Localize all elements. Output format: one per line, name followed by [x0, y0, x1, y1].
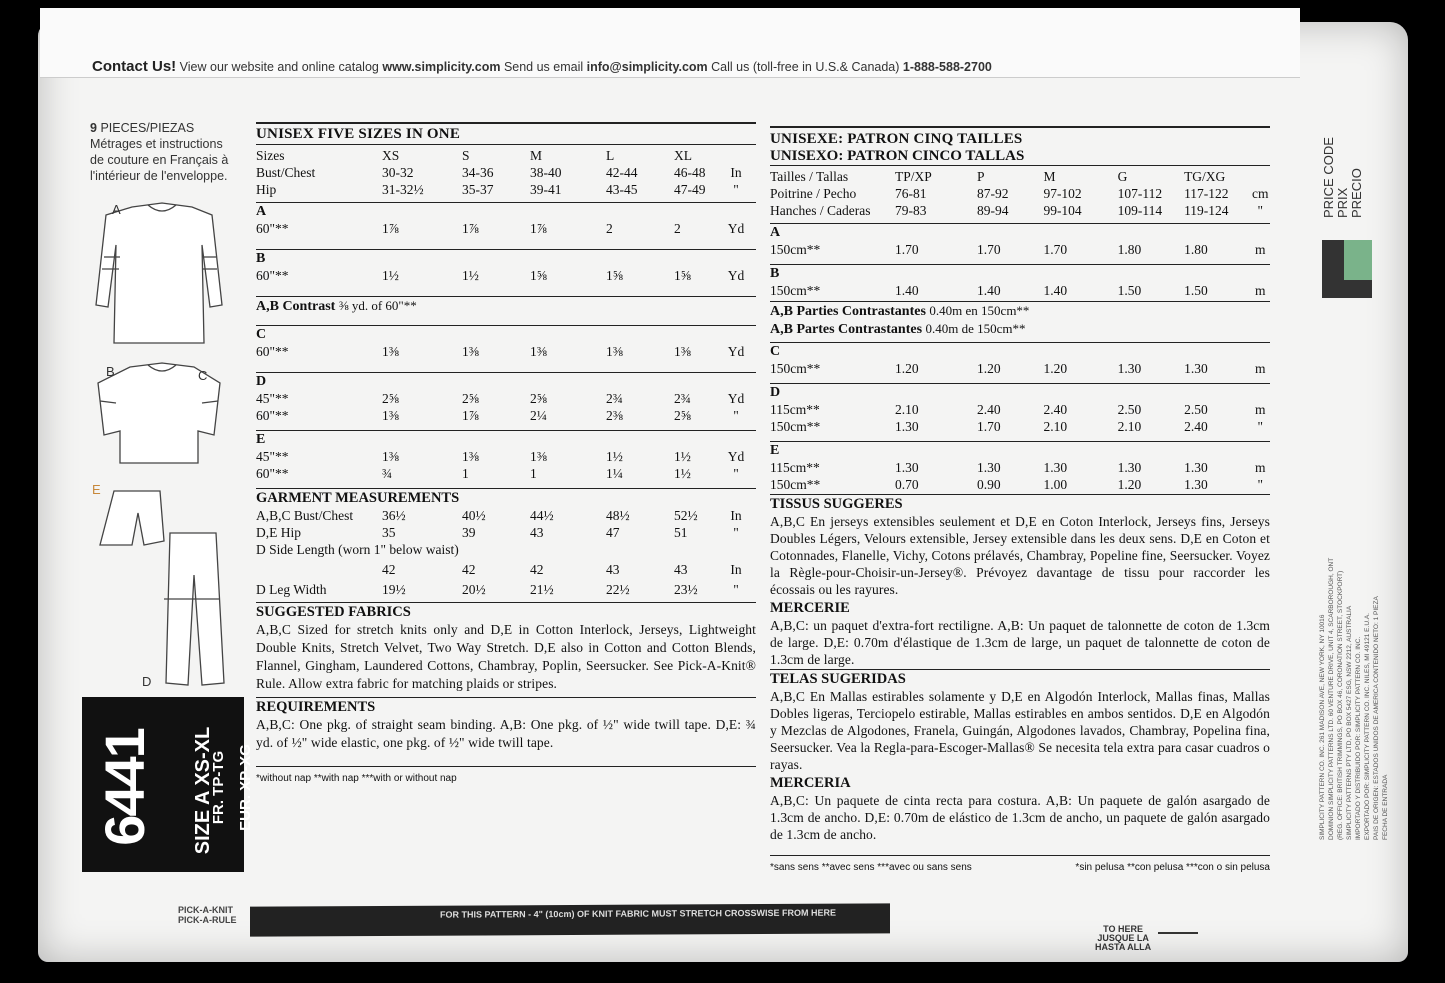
- fr-tissus-title: TISSUS SUGGERES: [770, 494, 1270, 513]
- en-view-e-row1: 45"** 1⅜ 1⅜ 1⅜ 1½ 1½ Yd: [256, 449, 745, 464]
- sketch-a-tunic: [96, 203, 222, 343]
- en-garment-measurements-title: GARMENT MEASUREMENTS: [256, 488, 756, 507]
- fr-footnote: *sans sens **avec sens ***avec ou sans sens: [770, 862, 972, 873]
- pattern-size-fr: FR. TP-TG: [210, 750, 228, 825]
- es-telas-title: TELAS SUGERIDAS: [770, 669, 1270, 688]
- pattern-number-block: [82, 697, 254, 872]
- en-view-d-row1: 45"** 2⅝ 2⅝ 2⅝ 2¾ 2¾ Yd: [256, 391, 745, 406]
- en-requirements-title: REQUIREMENTS: [256, 697, 756, 716]
- contact-text-email: Send us email: [503, 60, 584, 74]
- en-gm-side-label: D Side Length (worn 1" below waist): [256, 542, 459, 557]
- es-footnote: *sin pelusa **con pelusa ***con o sin pelusa: [1075, 862, 1270, 873]
- contact-url[interactable]: www.simplicity.com: [382, 60, 501, 74]
- fr-view-e-label: E: [770, 441, 1270, 459]
- sketch-label-b: B: [106, 364, 115, 379]
- fine-print: SIMPLICITY PATTERN CO. INC. 261 MADISON AVE, NEW YORK, NY 10016 DOMINION SIMPLICITY PATTERNS LTD. 60 VENTURE DRIVE, UNIT 4, SCARBOROUGH, ONT (REG. OFFICE: BRITISH TRIMMINGS, PO BOX 46, CORONATION STREET, STOCKPORT) SIMPLICITY PATTERNS PTY LTD, PO BOX 5427 ESG, NSW 2212, AUSTRALIA IMPORTADO Y DISTRIBUIDO POR: SIMPLICITY PATTERN CO. INC. EXPORTADO POR: SIMPLICITY PATTERN CO. INC. NILES, MI 49121 E.U.A. PAIS DE ORIGEN: ESTADOS UNIDOS DE AMERICA CONTENIDO NETO: 1 PIEZA FECHA DE ENTRADA: [1319, 557, 1389, 840]
- arrow-right-icon: [1158, 932, 1198, 934]
- fr-view-a-row: 150cm** 1.70 1.70 1.70 1.80 1.80 m: [770, 242, 1266, 257]
- fr-mercerie-text: A,B,C: un paquet d'extra-fort rectiligne. A,B: Un paquet de talonnette de coton de 1.3cm de large. D,E: 0.70m d'élastique de 1.3cm de large, un paquet de talonnette de coton de 1.3cm de large.: [770, 618, 1270, 667]
- price-code-label: PRICE CODE PRIX PRECIO: [1321, 137, 1364, 218]
- fr-view-d-row2: 150cm** 1.30 1.70 2.10 2.10 2.40 ": [770, 419, 1263, 434]
- fr-view-a-label: A: [770, 223, 1270, 241]
- en-view-a-row: 60"** 1⅞ 1⅞ 1⅞ 2 2 Yd: [256, 221, 745, 236]
- fr-tissus-text: A,B,C En jerseys extensibles seulement et D,E en Coton Interlock, Jerseys fins, Jerseys Doubles Légers, Velours extensible, Jersey extensible dans les deux sens. D,E en Coton et Cotonnades, Flanelle, Vichy, Cotons prélavés, Chambray, Popeline fine, Seersucker. Voyez la Règle-pour-Choisir-un-Jersey®. Prévoyez davantage de tissu pour raccorder les écossais ou les rayures.: [770, 514, 1270, 597]
- pieces-fr-line3: l'intérieur de l'enveloppe.: [90, 169, 228, 183]
- en-gm-leg-row: D Leg Width 19½ 20½ 21½ 22½ 23½ ": [256, 582, 739, 597]
- pattern-number: 6441: [92, 729, 156, 846]
- en-contrast: A,B Contrast ⅜ yd. of 60"**: [256, 296, 756, 315]
- en-hip-row: Hip 31-32½ 35-37 39-41 43-45 47-49 ": [256, 182, 739, 197]
- en-gm-hip-row: D,E Hip 35 39 43 47 51 ": [256, 525, 739, 540]
- en-view-b-row: 60"** 1½ 1½ 1⅝ 1⅝ 1⅝ Yd: [256, 268, 745, 283]
- en-footnote: *without nap **with nap ***with or without nap: [256, 773, 457, 784]
- contact-text-website: View our website and online catalog: [179, 60, 379, 74]
- es-merceria-text: A,B,C: Un paquete de cinta recta para costura. A,B: Un paquete de galón asargado de 1.3cm de ancho. D,E: 0.70m de elástico de 1.3cm de ancho, un paquete de galón asargado de 1.3cm de ancho.: [770, 792, 1270, 856]
- fr-view-d-label: D: [770, 383, 1270, 401]
- en-view-a-label: A: [256, 202, 756, 220]
- english-column: [256, 122, 756, 784]
- contact-text-phone: Call us (toll-free in U.S.& Canada): [711, 60, 900, 74]
- fr-view-d-row1: 115cm** 2.10 2.40 2.40 2.50 2.50 m: [770, 402, 1266, 417]
- sketch-e-shorts: [100, 491, 164, 545]
- fr-contrast: A,B Parties Contrastantes 0.40m en 150cm**: [770, 301, 1270, 320]
- fr-es-footnotes: [770, 862, 1270, 873]
- contact-bar: [92, 58, 992, 75]
- pieces-fr-line2: de couture en Français à: [90, 153, 229, 167]
- es-contrast: A,B Partes Contrastantes 0.40m de 150cm**: [770, 321, 1026, 337]
- en-view-d-row2: 60"** 1⅜ 1⅞ 2¼ 2⅜ 2⅝ ": [256, 408, 739, 423]
- en-view-c-row: 60"** 1⅜ 1⅜ 1⅜ 1⅜ 1⅜ Yd: [256, 344, 745, 359]
- fr-view-b-label: B: [770, 264, 1270, 282]
- fr-title: UNISEXE: PATRON CINQ TAILLES: [770, 126, 1270, 148]
- garment-sketches: [92, 195, 252, 695]
- contact-phone: 1-888-588-2700: [902, 60, 992, 74]
- en-bust-row: Bust/Chest 30-32 34-36 38-40 42-44 46-48 In: [256, 165, 742, 180]
- knit-gauge-strip: [250, 903, 890, 936]
- fr-view-c-row: 150cm** 1.20 1.20 1.20 1.30 1.30 m: [770, 361, 1266, 376]
- fr-view-e-row2: 150cm** 0.70 0.90 1.00 1.20 1.30 ": [770, 477, 1263, 492]
- fr-view-b-row: 150cm** 1.40 1.40 1.40 1.50 1.50 m: [770, 283, 1266, 298]
- fr-hip-row: Hanches / Caderas 79-83 89-94 99-104 109-114 119-124 ": [770, 203, 1263, 218]
- pattern-size-eur: EUR. XP-XG: [236, 744, 254, 831]
- en-view-c-label: C: [256, 325, 756, 343]
- en-view-b-label: B: [256, 249, 756, 267]
- es-title: UNISEXO: PATRON CINCO TALLAS: [770, 148, 1270, 166]
- pieces-count: 9: [90, 121, 97, 135]
- french-spanish-column: [770, 126, 1270, 873]
- fr-bust-row: Poitrine / Pecho 76-81 87-92 97-102 107-112 117-122 cm: [770, 186, 1269, 201]
- contact-label: Contact Us!: [92, 58, 177, 75]
- en-view-d-label: D: [256, 372, 756, 390]
- pieces-info: [90, 120, 250, 184]
- pieces-label: PIECES/PIEZAS: [100, 121, 195, 135]
- sketch-d-pants: [164, 533, 224, 685]
- to-here-label: TO HERE JUSQUE LA HASTA ALLA: [1095, 924, 1152, 952]
- knit-gauge-text: FOR THIS PATTERN - 4" (10cm) OF KNIT FABRIC MUST STRETCH CROSSWISE FROM HERE: [440, 907, 836, 920]
- sketch-label-e: E: [92, 482, 101, 497]
- contact-email[interactable]: info@simplicity.com: [586, 60, 708, 74]
- en-gm-side-row: 42 42 42 43 43 In: [382, 562, 742, 577]
- en-view-e-label: E: [256, 430, 756, 448]
- sketch-label-a: A: [112, 202, 121, 217]
- en-requirements-text: A,B,C: One pkg. of straight seam binding. A,B: One pkg. of ½" wide twill tape. D,E: ¾ yd. of ½" wide elastic, one pkg. of ½" wide twill tape.: [256, 716, 756, 767]
- fr-view-c-label: C: [770, 342, 1270, 360]
- es-telas-text: A,B,C En Mallas estirables solamente y D,E en Algodón Interlock, Mallas finas, Mallas Dobles ligeras, Terciopelo estirable, Mallas estirables en ambos sentidos. D,E en Algodón y Mezclas de Algodones, Franela, Guingán, Algodones lavados, Chambray, Popelina fina, Seersucker. Vea la Regla-para-Escoger-Mallas® Se necesita tela extra para casar cuadros o rayas.: [770, 689, 1270, 772]
- en-suggested-fabrics-title: SUGGESTED FABRICS: [256, 602, 756, 621]
- pick-a-knit-label: PICK-A-KNIT PICK-A-RULE: [178, 905, 237, 925]
- pattern-size: SIZE A XS-XL: [192, 726, 215, 855]
- price-code-block: [1322, 240, 1372, 298]
- sketch-label-d: D: [142, 674, 152, 689]
- fr-sizes-row: Tailles / Tallas TP/XP P M G TG/XG: [770, 169, 1226, 184]
- en-view-e-row2: 60"** ¾ 1 1 1¼ 1½ ": [256, 466, 739, 481]
- en-gm-bust-row: A,B,C Bust/Chest 36½ 40½ 44½ 48½ 52½ In: [256, 508, 742, 523]
- fr-view-e-row1: 115cm** 1.30 1.30 1.30 1.30 1.30 m: [770, 460, 1266, 475]
- sketch-label-c: C: [198, 368, 208, 383]
- es-merceria-title: MERCERIA: [770, 775, 851, 791]
- pieces-fr-line1: Métrages et instructions: [90, 137, 223, 151]
- fr-mercerie-title: MERCERIE: [770, 600, 850, 616]
- en-sizes-row: Sizes XS S M L XL: [256, 148, 692, 163]
- en-suggested-fabrics-text: A,B,C Sized for stretch knits only and D,E in Cotton Interlock, Jerseys, Lightweight Double Knits, Stretch Velvet, Two Way Stretch. D,E also in Cotton and Cotton Blends, Flannel, Gingham, Laundered Cottons, Chambray, Poplin, Seersucker. See Pick-A-Knit® Rule. Allow extra fabric for matching plaids or stripes.: [256, 622, 756, 691]
- en-title: UNISEX FIVE SIZES IN ONE: [256, 122, 756, 145]
